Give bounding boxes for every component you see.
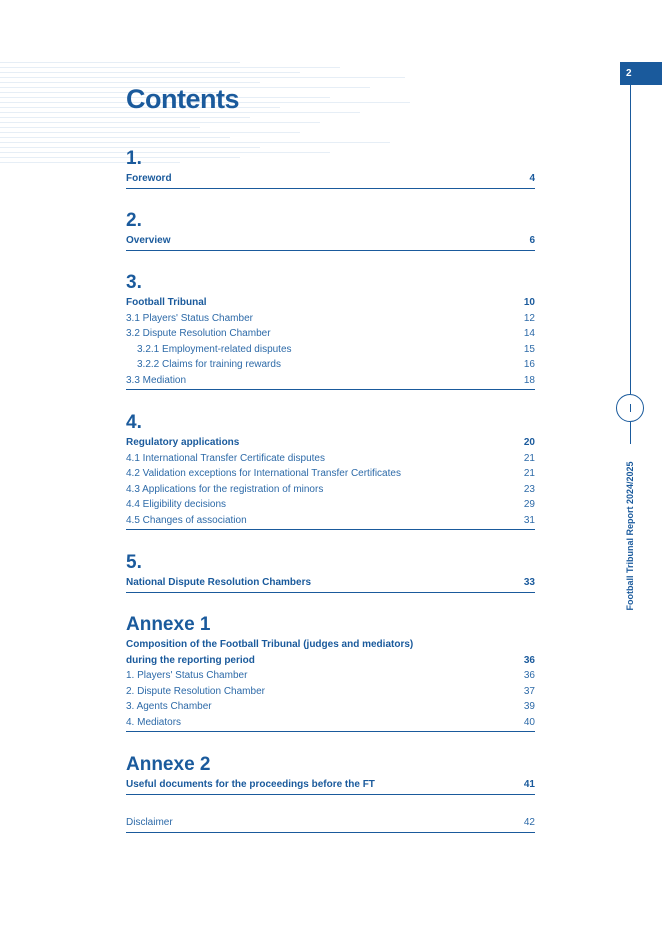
toc-entry[interactable] [126,815,535,831]
toc-entry-page: 33 [523,577,535,588]
toc-entry-label: Useful documents for the proceedings before the FT [126,779,375,790]
toc-entry-page: 37 [523,685,535,697]
annexe-title: Annexe 1 [126,614,211,635]
toc-entry[interactable] [126,482,535,498]
side-circle-marker [616,394,644,422]
toc-entry-page: 15 [523,343,535,355]
toc-entry-label: 4.3 Applications for the registration of minors [126,483,324,495]
toc-entry[interactable] [126,171,535,187]
divider [126,731,535,732]
toc-entry-label: 3.1 Players' Status Chamber [126,312,253,324]
toc-section-1 [126,147,535,189]
toc-entry-label: Disclaimer [126,817,173,828]
annexe-heading-line[interactable] [126,637,535,653]
toc-entry[interactable] [126,715,535,731]
toc-entry-page: 16 [523,359,535,370]
toc-entry-page: 36 [523,654,535,666]
toc-entry-label: Composition of the Football Tribunal (judges and mediators) [126,639,414,650]
toc-entry[interactable] [126,342,535,358]
divider [126,794,535,795]
toc-annexe-2 [126,753,535,795]
toc-entry-label: 3.2 Dispute Resolution Chamber [126,328,271,339]
toc-entry[interactable] [126,451,535,467]
section-number: 5. [126,552,142,573]
toc-entry-page: 20 [523,437,535,448]
page-title: Contents [126,84,239,114]
toc-entry-page: 29 [523,499,535,510]
toc-entry-page: 4 [529,173,535,184]
toc-section-4 [126,411,535,530]
toc-entry-page: 36 [523,670,535,681]
toc-entry[interactable] [126,373,535,389]
toc-entry-label: Foreword [126,173,172,184]
divider [126,529,535,530]
toc-entry[interactable] [126,466,535,482]
toc-entry-page: 40 [523,716,535,728]
side-report-title: Football Tribunal Report 2024/2025 [625,461,635,611]
toc-entry-page: 42 [523,817,535,828]
divider [126,592,535,593]
toc-entry-page: 21 [523,452,535,464]
section-number: 4. [126,412,142,433]
toc-entry[interactable] [126,684,535,700]
toc-annexe-1 [126,613,535,732]
toc-section-2 [126,209,535,251]
toc-entry[interactable] [126,497,535,513]
toc-entry-label: National Dispute Resolution Chambers [126,577,312,588]
toc-entry[interactable] [126,295,535,311]
toc-entry-page: 23 [523,483,535,495]
toc-entry[interactable] [126,435,535,451]
toc-entry-page: 41 [523,779,535,790]
toc-section-5 [126,551,535,593]
side-rule-bottom [630,422,631,444]
section-number: 1. [126,148,142,169]
toc-entry-page: 6 [529,235,535,246]
toc-entry-page: 10 [523,297,535,308]
page-number: 2 [620,62,662,85]
toc-entry[interactable] [126,513,535,529]
toc-entry-label: 3.2.2 Claims for training rewards [137,359,281,370]
toc-entry-label: 4.4 Eligibility decisions [126,499,227,510]
toc-section-3 [126,271,535,390]
divider [126,389,535,390]
toc-entry[interactable] [126,777,535,793]
toc-entry-page: 39 [523,701,535,712]
toc-entry-label: 4. Mediators [126,716,182,728]
toc-entry-label: Football Tribunal [126,297,207,308]
toc-entry-label: 4.5 Changes of association [126,514,247,526]
toc-entry-label: 2. Dispute Resolution Chamber [126,685,265,697]
toc-entry-page: 12 [523,312,535,324]
toc-entry[interactable] [126,357,535,373]
toc-entry-label: Overview [126,235,171,246]
section-number: 2. [126,210,142,231]
divider [126,188,535,189]
toc-entry-page: 31 [523,514,535,526]
toc-entry-label: during the reporting period [126,654,255,666]
toc-entry-label: 4.1 International Transfer Certificate disputes [126,452,325,464]
toc-entry-page: 18 [523,374,535,386]
toc-entry-label: 3.3 Mediation [126,374,187,386]
toc-entry[interactable] [126,311,535,327]
toc-entry-label: 3.2.1 Employment-related disputes [137,343,292,355]
toc-entry[interactable] [126,233,535,249]
side-rule-top [630,85,631,394]
toc-entry-label: Regulatory applications [126,437,240,448]
toc-entry-label: 4.2 Validation exceptions for International Transfer Certificates [126,468,401,479]
toc-entry-page: 14 [523,328,535,339]
annexe-title: Annexe 2 [126,754,211,775]
toc-entry[interactable] [126,653,535,669]
toc-entry[interactable] [126,699,535,715]
section-number: 3. [126,272,142,293]
toc-entry[interactable] [126,575,535,591]
divider [126,250,535,251]
toc-entry[interactable] [126,326,535,342]
divider [126,832,535,833]
toc-entry[interactable] [126,668,535,684]
toc-disclaimer [126,815,535,833]
toc-entry-label: 1. Players' Status Chamber [126,670,248,681]
toc-entry-page: 21 [523,468,535,479]
toc-entry-label: 3. Agents Chamber [126,701,212,712]
